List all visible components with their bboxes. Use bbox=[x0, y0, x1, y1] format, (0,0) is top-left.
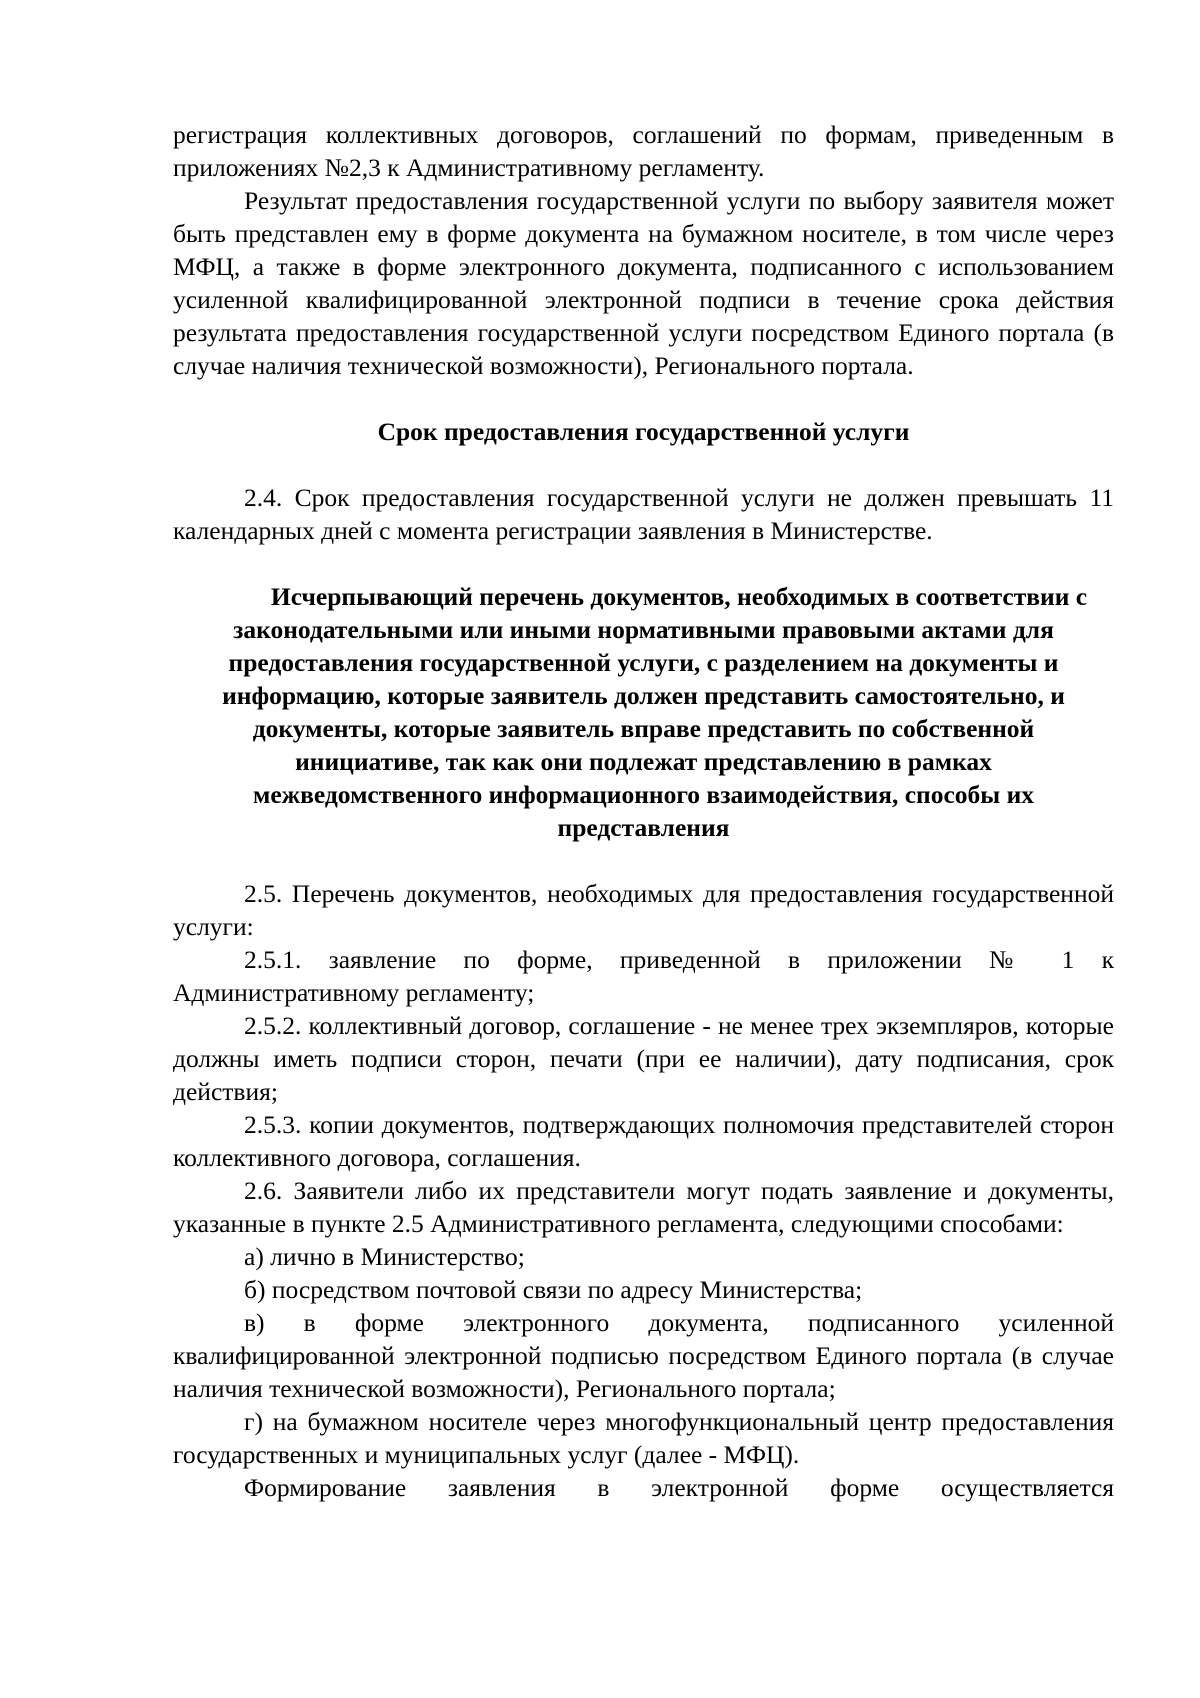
paragraph-result-registration: регистрация коллективных договоров, соглашений по формам, приведенным в приложениях №2,3 к Административному регламенту. bbox=[173, 120, 1114, 182]
paragraph-2-5: 2.5. Перечень документов, необходимых для предоставления государственной услуги: bbox=[173, 879, 1114, 941]
document-body bbox=[173, 118, 1114, 1504]
list-item-v: в) в форме электронного документа, подписанного усиленной квалифицированной электронной подписью посредством Единого портала (в случае наличия технической возможности), Регионального портала; bbox=[173, 1308, 1114, 1403]
section-heading-documents: Исчерпывающий перечень документов, необходимых в соответствии с законодательными или иными нормативными правовыми актами для предоставления государственной услуги, с разделением на документы и информацию, которые заявитель должен представить самостоятельно, и документы, которые заявитель вправе представить по собственной инициативе, так как они подлежат представлению в рамках межведомственного информационного взаимодействия, способы их представления bbox=[222, 582, 1088, 842]
paragraph-result-form: Результат предоставления государственной услуги по выбору заявителя может быть представлен ему в форме документа на бумажном носителе, в том числе через МФЦ, а также в форме электронного документа, подписанного с использованием усиленной квалифицированной электронной подписи в течение срока действия результата предоставления государственной услуги посредством Единого портала (в случае наличия технической возможности), Регионального портала. bbox=[173, 186, 1114, 380]
paragraph-electronic-form: Формирование заявления в электронной форме осуществляется bbox=[244, 1473, 1114, 1502]
paragraph-2-5-2: 2.5.2. коллективный договор, соглашение - не менее трех экземпляров, которые должны иметь подписи сторон, печати (при ее наличии), дату подписания, срок действия; bbox=[173, 1011, 1114, 1106]
paragraph-2-6: 2.6. Заявители либо их представители могут подать заявление и документы, указанные в пункте 2.5 Административного регламента, следующими способами: bbox=[173, 1176, 1114, 1238]
paragraph-2-4: 2.4. Срок предоставления государственной услуги не должен превышать 11 календарных дней с момента регистрации заявления в Министерстве. bbox=[173, 483, 1114, 545]
paragraph-2-5-3: 2.5.3. копии документов, подтверждающих полномочия представителей сторон коллективного договора, соглашения. bbox=[173, 1110, 1114, 1172]
list-item-b: б) посредством почтовой связи по адресу Министерства; bbox=[244, 1275, 863, 1304]
section-heading-term: Срок предоставления государственной услуги bbox=[377, 417, 910, 446]
paragraph-2-5-1: 2.5.1. заявление по форме, приведенной в приложении № 1 к Административному регламенту; bbox=[173, 945, 1114, 1007]
list-item-g: г) на бумажном носителе через многофункциональный центр предоставления государственных и муниципальных услуг (далее - МФЦ). bbox=[173, 1407, 1114, 1469]
list-item-a: а) лично в Министерство; bbox=[244, 1242, 525, 1271]
